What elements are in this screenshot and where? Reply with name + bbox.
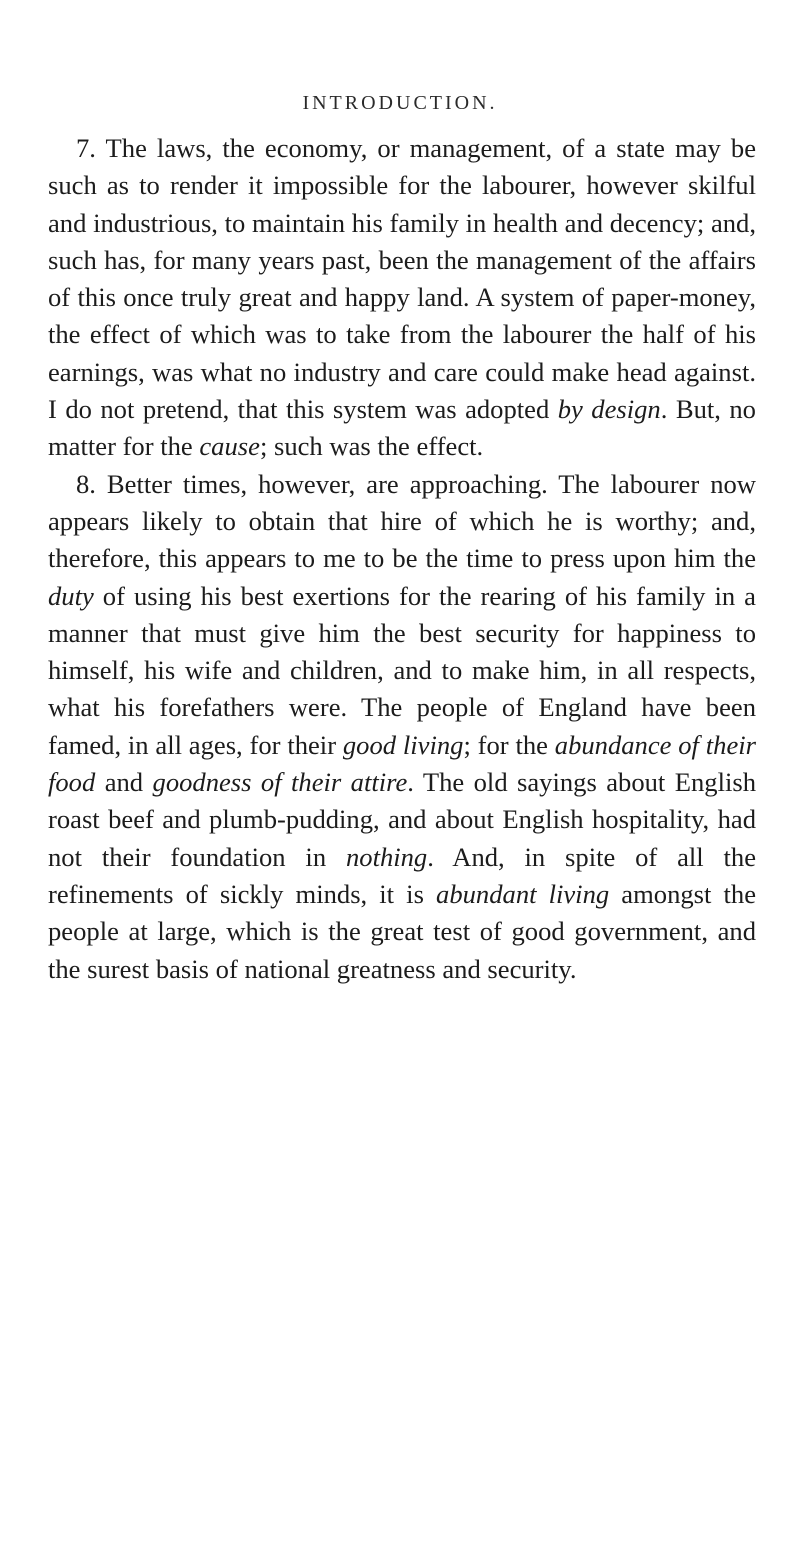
text-run: of using his best exertions for the rearing of his family in a manner that must give him the best security for happiness to himself, his wife and children, and to make him, in all respects, what his forefathers were. The people of England have been famed, in all ages, for their <box>48 580 756 760</box>
italic-run: goodness of their attire <box>152 767 408 798</box>
paragraph-8 <box>48 466 756 988</box>
text-run: The laws, the economy, or management, of a state may be such as to render it impossible for the labourer, however skilful and industrious, to maintain his family in health and decency; and, such has, for many years past, been the management of the affairs of this once truly great and happy land. A system of paper-money, the effect of which was to take from the labourer the half of his earnings, was what no industry and care could make head against. I do not pretend, that this system was adopted <box>48 133 756 425</box>
italic-run: good living <box>342 729 464 760</box>
italic-run: duty <box>48 580 94 611</box>
italic-run: cause <box>199 431 260 462</box>
italic-run: by design <box>557 394 661 425</box>
text-run: amongst the people at large, which is the great test of good government, and the surest basis of national greatness and security. <box>48 878 756 984</box>
text-run: . And, in spite of all the refinements of sickly minds, it is <box>48 841 757 909</box>
running-head: INTRODUCTION. <box>302 92 498 114</box>
text-run: . But, no matter for the <box>48 394 756 462</box>
paragraph-number: 7. <box>76 133 96 163</box>
italic-run: nothing <box>345 841 428 872</box>
text-run: . The old sayings about English roast beef and plumb-pudding, and about English hospitality, had not their foundation in <box>48 767 756 872</box>
italic-run: abundant living <box>436 878 610 909</box>
body-text <box>48 130 756 988</box>
text-run: Better times, however, are approaching. The labourer now appears likely to obtain that hire of which he is worthy; and, therefore, this appears to me to be the time to press upon him the <box>48 468 756 574</box>
paragraph-7 <box>48 130 756 466</box>
paragraph-number: 8. <box>76 468 96 499</box>
text-run: ; such was the effect. <box>259 431 484 462</box>
text-run: ; for the <box>463 729 555 760</box>
text-run: and <box>95 767 153 798</box>
italic-run: abundance of their food <box>48 729 756 798</box>
